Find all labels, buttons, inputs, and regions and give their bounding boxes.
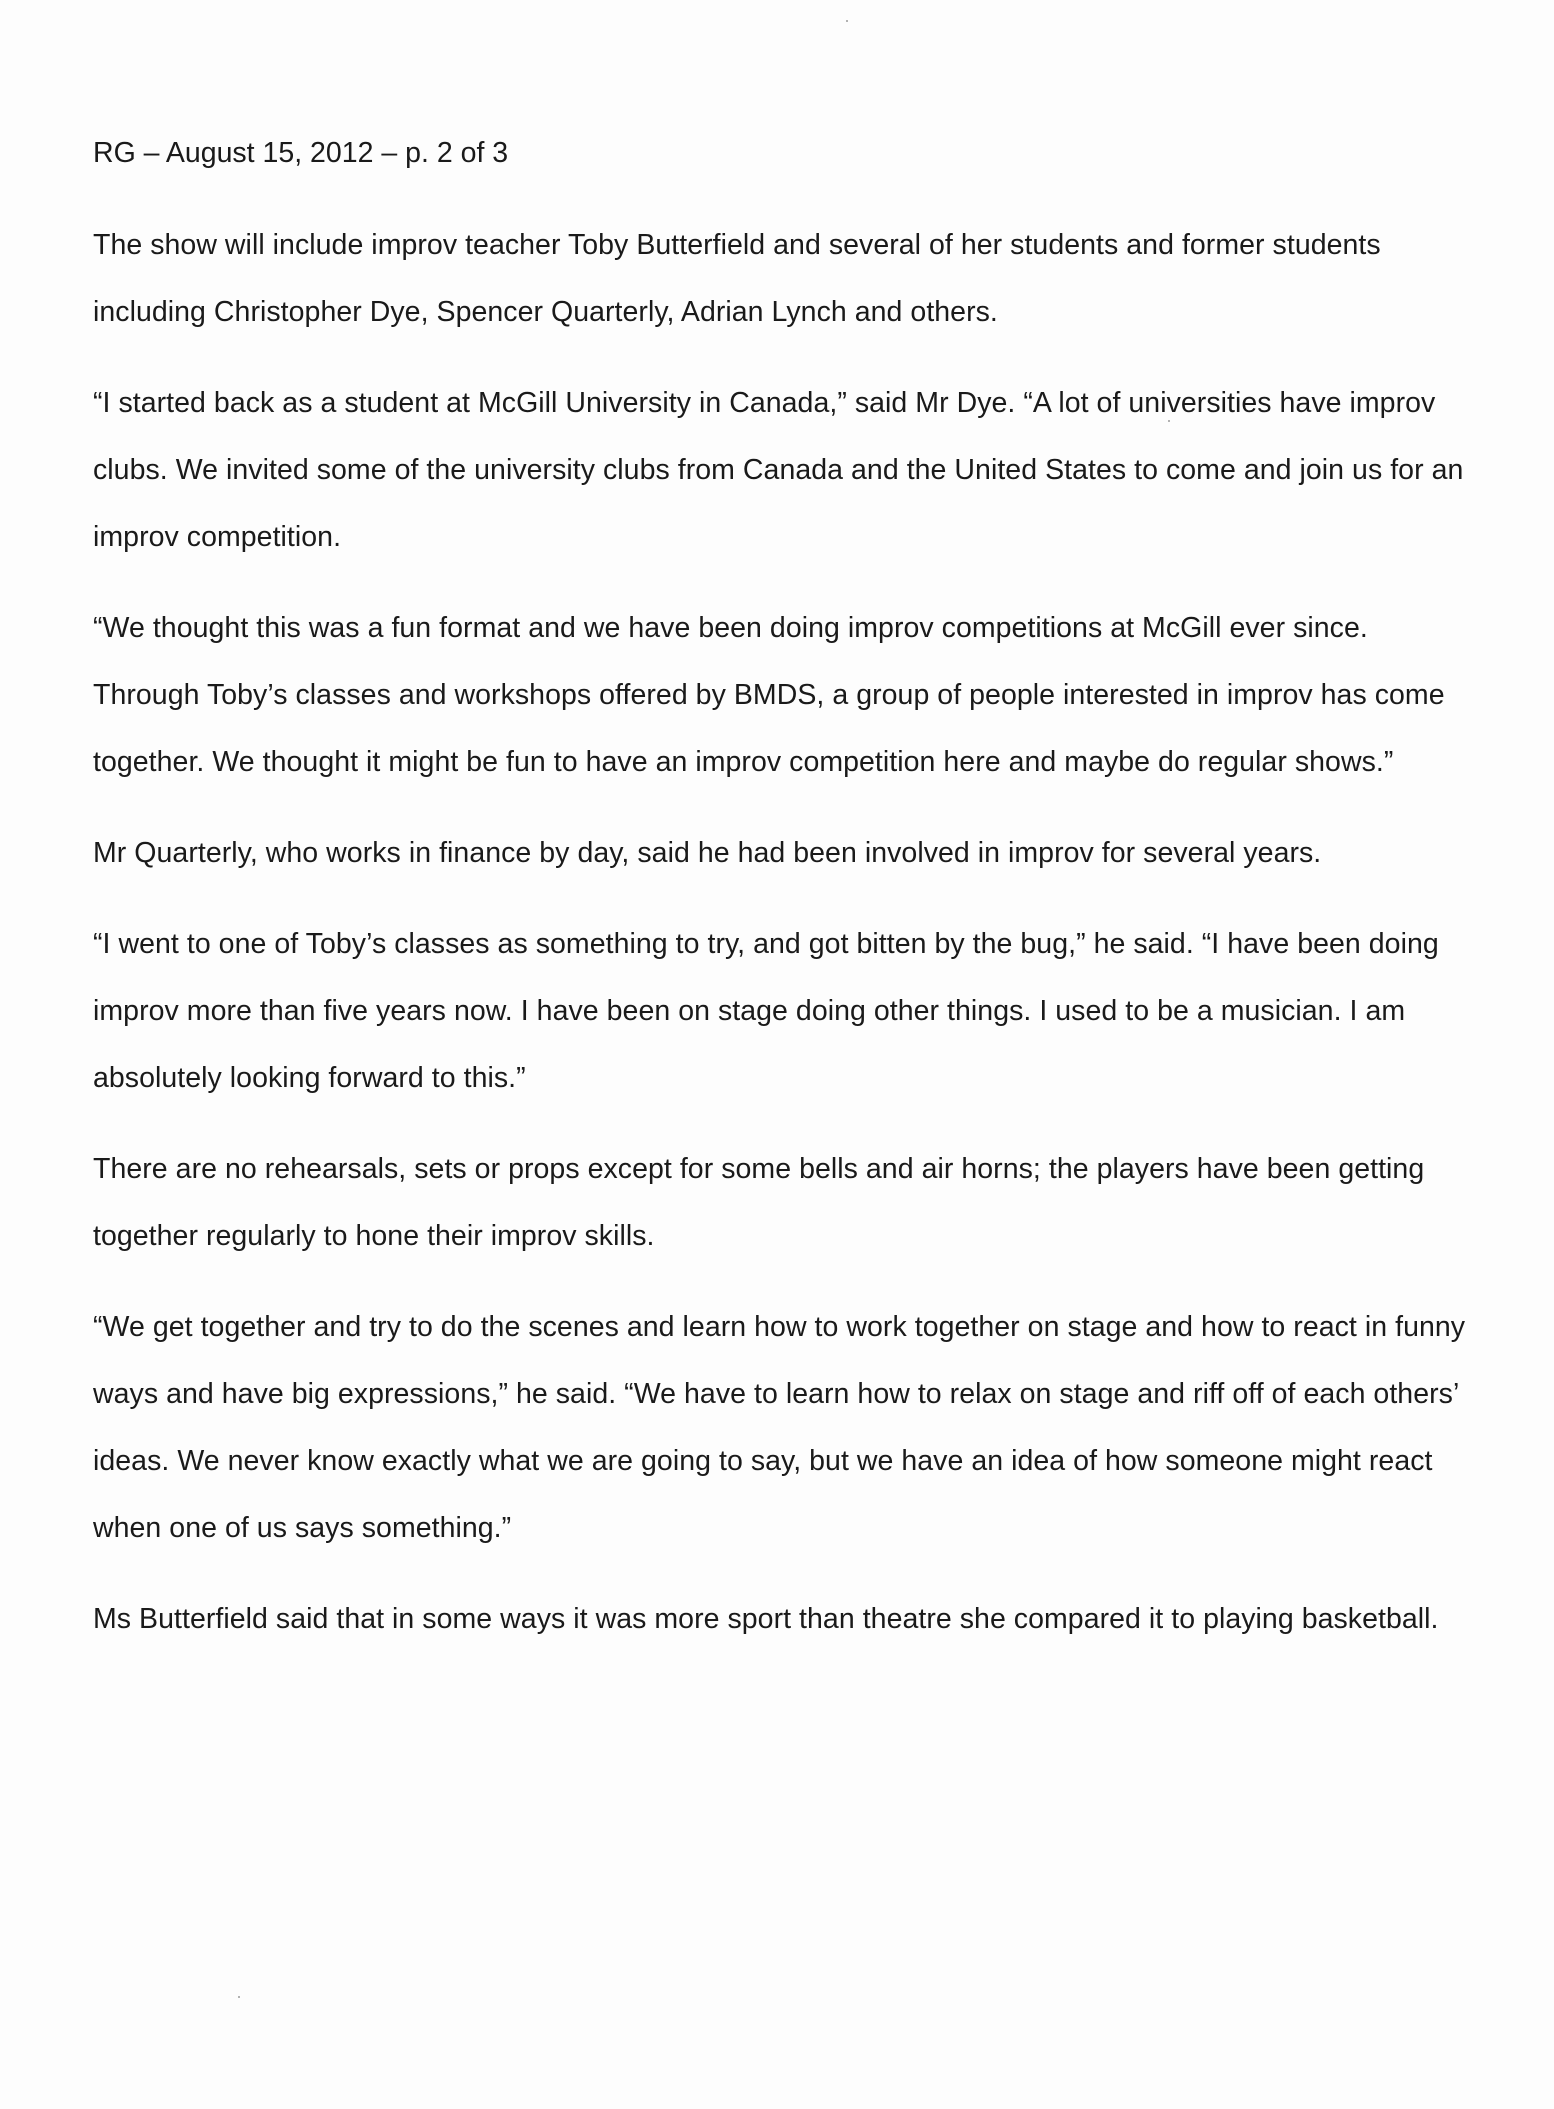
paragraph: “I went to one of Toby’s classes as something to try, and got bitten by the bug,” he said. “I have been doing improv more than five years now. I have been on stage doing other things. I used to be a musician. I am absolutely looking forward to this.” (93, 928, 1439, 1094)
scan-speck (846, 20, 848, 22)
paragraph: “We thought this was a fun format and we have been doing improv competitions at McGill ever since. Through Toby’s classes and workshops offered by BMDS, a group of people interested in improv has come together. We thought it might be fun to have an improv competition here and maybe do regular shows.” (93, 612, 1445, 778)
paragraph: The show will include improv teacher Toby Butterfield and several of her students and former students including Christopher Dye, Spencer Quarterly, Adrian Lynch and others. (93, 229, 1381, 328)
paragraph: There are no rehearsals, sets or props except for some bells and air horns; the players have been getting together regularly to hone their improv skills. (93, 1153, 1425, 1252)
paragraph: Ms Butterfield said that in some ways it was more sport than theatre she compared it to playing basketball. (93, 1603, 1439, 1635)
paragraph: “I started back as a student at McGill University in Canada,” said Mr Dye. “A lot of universities have improv clubs. We invited some of the university clubs from Canada and the United States to come and join us for an improv competition. (93, 387, 1464, 553)
page-header: RG – August 15, 2012 – p. 2 of 3 (93, 137, 509, 169)
paragraph: Mr Quarterly, who works in finance by day, said he had been involved in improv for several years. (93, 837, 1322, 869)
scan-speck (238, 1996, 240, 1998)
paragraph: “We get together and try to do the scenes and learn how to work together on stage and how to react in funny ways and have big expressions,” he said. “We have to learn how to relax on stage and riff off of each others’ ideas. We never know exactly what we are going to say, but we have an idea of how someone might react when one of us says something.” (93, 1311, 1466, 1544)
document-body (93, 133, 1473, 1677)
